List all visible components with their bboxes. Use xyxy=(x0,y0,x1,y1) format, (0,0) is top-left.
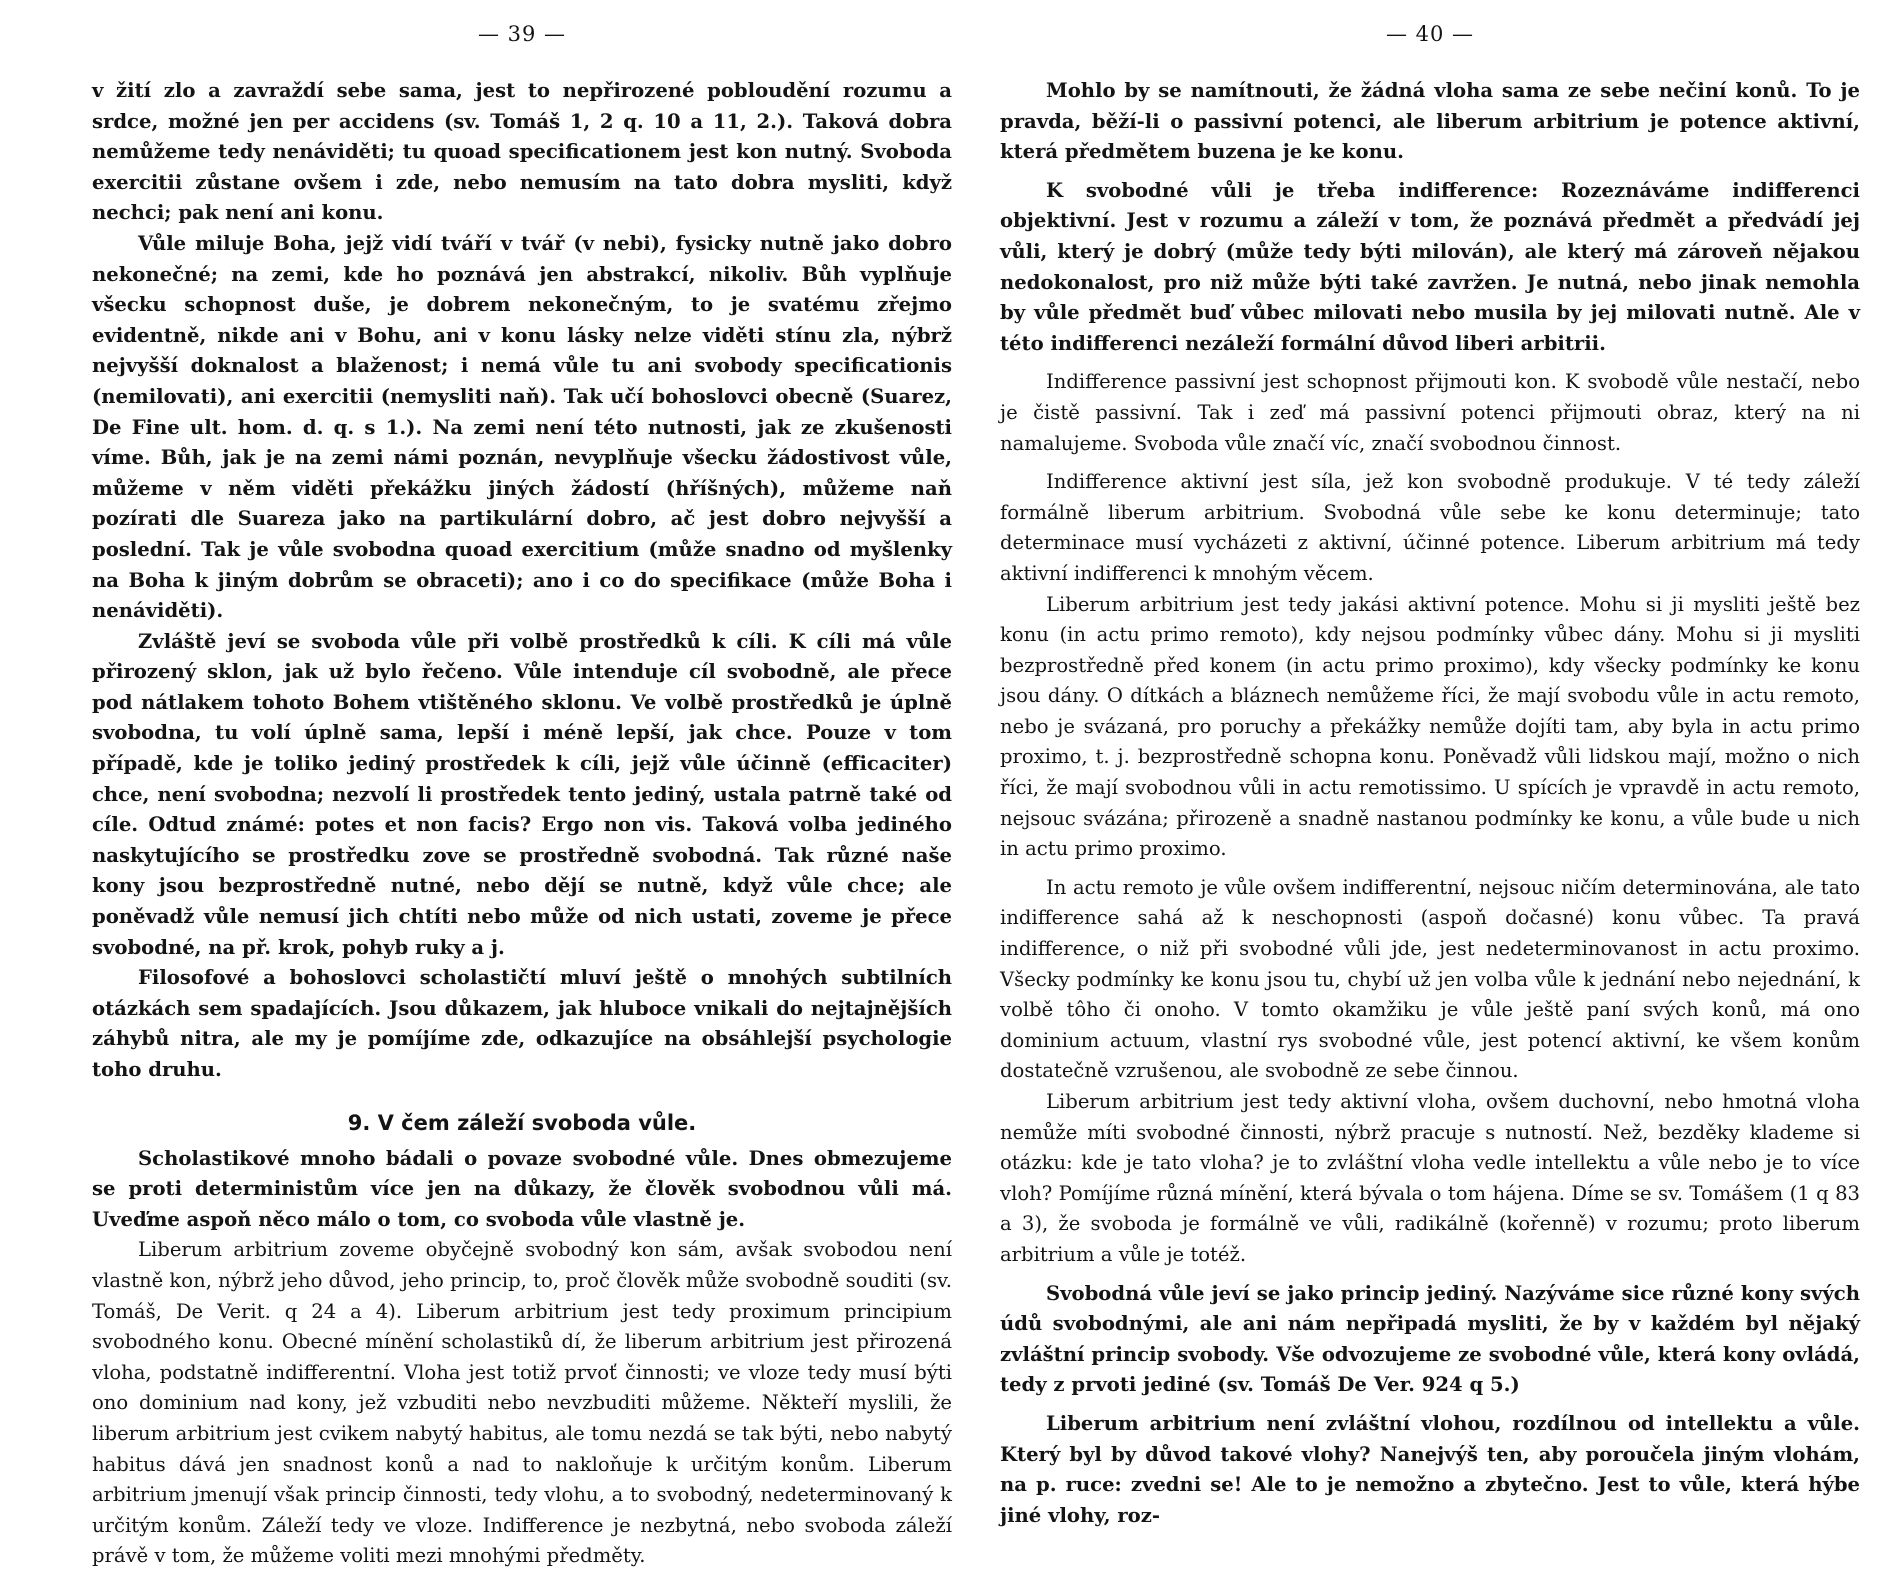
paragraph: Svobodná vůle jeví se jako princip jediný. Nazýváme sice různé kony svých údů svobodnými, ale ani nám nepřipadá mysliti, že by v každém byl nějaký zvláštní princip svobody. Vše odvozujeme ze svobodné vůle, která kony ovládá, tedy z prvoti jediné (sv. Tomáš De Ver. 924 q 5.) xyxy=(1000,1281,1860,1397)
page-40 xyxy=(1000,0,1860,1527)
paragraph: Liberum arbitrium není zvláštní vlohou, rozdílnou od intellektu a vůle. Který byl by důvod takové vlohy? Nanejvýš ten, aby poroučela jiným vlohám, na p. ruce: zvedni se! Ale to je nemožno a zbytečno. Jest to vůle, která hýbe jiné vlohy, roz- xyxy=(1000,1411,1860,1527)
page-number: — 39 — xyxy=(477,22,567,46)
paragraph: Filosofové a bohoslovci scholastičtí mluví ještě o mnohých subtilních otázkách sem spadajících. Jsou důkazem, jak hluboce vnikali do nejtajnějších záhybů nitra, ale my je pomíjíme zde, odkazujíce na obsáhlejší psychologie toho druhu. xyxy=(92,966,952,1081)
paragraph: Liberum arbitrium jest tedy jakási aktivní potence. Mohu si ji mysliti ještě bez konu (in actu primo remoto), kdy nejsou podmínky vůbec dány. Mohu si ji mysliti bezprostředně před konem (in actu primo proximo), kdy všecky podmínky ke konu jsou dány. O dítkách a bláznech nemůžeme říci, že mají svobodu vůle in actu remoto, nebo je svázaná, pro poruchy a překážky nemůže dojíti tam, aby byla in actu primo proximo, t. j. bezprostředně schopna konu. Poněvadž vůli lidskou mají, možno o nich říci, že mají svobodnou vůli in actu remotissimo. U spících je vpravdě in actu remoto, nejsouc svázána; přirozeně a snadně nastanou podmínky ke konu, a vůle bude u nich in actu primo proximo. xyxy=(1000,592,1860,861)
paragraph: v žití zlo a zavraždí sebe sama, jest to nepřirozené pobloudění rozumu a srdce, možné jen per accidens (sv. Tomáš 1, 2 q. 10 a 11, 2.). Taková dobra nemůžeme tedy nenáviděti; tu quoad specificationem jest kon nutný. Svoboda exercitii zůstane ovšem i zde, nebo nemusím na tato dobra mysliti, když nechci; pak není ani konu. xyxy=(92,79,952,225)
paragraph: Mohlo by se namítnouti, že žádná vloha sama ze sebe nečiní konů. To je pravda, běží-li o passivní potenci, ale liberum arbitrium je potence aktivní, která předmětem buzena je ke konu. xyxy=(1000,79,1860,164)
page-body xyxy=(1000,76,1860,1531)
paragraph: Indifference aktivní jest síla, jež kon svobodně produkuje. V té tedy záleží formálně liberum arbitrium. Svobodná vůle sebe ke konu determinuje; tato determinace musí vycházeti z aktivní, účinné potence. Liberum arbitrium má tedy aktivní indifferenci k mnohým věcem. xyxy=(1000,470,1860,585)
page-body xyxy=(92,76,952,1572)
paragraph: Vůle miluje Boha, jejž vidí tváří v tvář (v nebi), fysicky nutně jako dobro nekonečné; na zemi, kde ho poznává jen abstrakcí, nikoliv. Bůh vyplňuje všecku schopnost duše, je dobrem nekonečným, to je svatému zřejmo evidentně, nikde ani v Bohu, ani v konu lásky nelze viděti stínu zla, nýbrž nejvyšší doknalost a blaženost; i nemá vůle tu ani svobody specificationis (nemilovati), ani exercitii (nemysliti naň). Tak učí bohoslovci obecně (Suarez, De Fine ult. hom. d. q. s 1.). Na zemi není této nutnosti, jak ze zkušenosti víme. Bůh, jak je na zemi námi poznán, nevyplňuje všecku žádostivost vůle, můžeme v něm viděti překážku jiných žádostí (hříšných), můžeme naň pozírati dle Suareza jako na partikulární dobro, ač jest dobro nejvyšší a poslední. Tak je vůle svobodna quoad exercitium (může snadno od myšlenky na Boha k jiným dobrům se obraceti); ano i co do specifikace (může Boha i nenáviděti). xyxy=(92,231,952,623)
paragraph: In actu remoto je vůle ovšem indifferentní, nejsouc ničím determinována, ale tato indifference sahá až k neschopnosti (aspoň dočasné) konu vůbec. Ta pravá indifference, o niž při svobodné vůli jde, jest nedeterminovanost in actu proximo. Všecky podmínky ke konu jsou tu, chybí už jen volba vůle k jednání nebo nejednání, k volbě tôho či onoho. V tomto okamžiku je vůle ještě paní svých konů, má ono dominium actuum, vlastní rys svobodné vůle, jest potencí aktivní, ke všem konům dostatečně vzrušenou, ale svobodně ze sebe činnou. xyxy=(1000,875,1860,1083)
section-heading: 9. V čem záleží svoboda vůle. xyxy=(347,1110,697,1135)
paragraph: Zvláště jeví se svoboda vůle při volbě prostředků k cíli. K cíli má vůle přirozený sklon, jak už bylo řečeno. Vůle intenduje cíl svobodně, ale přece pod nátlakem tohoto Bohem vtištěného sklonu. Ve volbě prostředků je úplně svobodna, tu volí úplně sama, lepší i méně lepší, jak chce. Pouze v tom případě, kde je toliko jediný prostředek k cíli, jejž vůle účinně (efficaciter) chce, není svobodna; nezvolí li prostředek tento jediný, ustala patrně také od cíle. Odtud známé: potes et non facis? Ergo non vis. Taková volba jediného naskytujícího se prostředku zove se prostředně svobodná. Tak různé naše kony jsou bezprostředně nutné, nebo dějí se nutně, když vůle chce; ale poněvadž vůle nemusí jich chtíti nebo může od nich ustati, zoveme je přece svobodné, na př. krok, pohyb ruky a j. xyxy=(92,629,952,959)
paragraph: Liberum arbitrium zoveme obyčejně svobodný kon sám, avšak svobodou není vlastně kon, nýbrž jeho důvod, jeho princip, to, proč člověk může svobodně souditi (sv. Tomáš, De Verit. q 24 a 4). Liberum arbitrium jest tedy proximum principium svobodného konu. Obecné mínění scholastiků dí, že liberum arbitrium jest přirozená vloha, podstatně indifferentní. Vloha jest totiž prvoť činnosti; ve vloze tedy musí býti ono dominium nad kony, jež vzbuditi nebo nevzbuditi můžeme. Někteří myslili, že liberum arbitrium jest cvikem nabytý habitus, ale tomu nezdá se tak býti, nebo nabytý habitus dává jen snadnost konů a nad to nakloňuje k určitým konům. Liberum arbitrium jmenují však princip činnosti, tedy vlohu, a to svobodný, nedeterminovaný k určitým konům. Záleží tedy ve vloze. Indifference je nezbytná, nebo svoboda záleží právě v tom, že můžeme voliti mezi mnohými předměty. xyxy=(92,1238,952,1568)
paragraph: Liberum arbitrium jest tedy aktivní vloha, ovšem duchovní, nebo hmotná vloha nemůže míti svobodné činnosti, nýbrž pracuje s nutností. Než, bezděky klademe si otázku: kde je tato vloha? je to zvláštní vloha vedle intellektu a vůle nebo je to více vloh? Pomíjíme různá mínění, která bývala o tom hájena. Díme se sv. Tomášem (1 q 83 a 3), že svoboda je formálně ve vůli, radikálně (kořenně) v rozumu; proto liberum arbitrium a vůle je totéž. xyxy=(1000,1090,1860,1266)
paragraph: Scholastikové mnoho bádali o povaze svobodné vůle. Dnes obmezujeme se proti deterministům více jen na důkazy, že člověk svobodnou vůli má. Uveďme aspoň něco málo o tom, co svoboda vůle vlastně je. xyxy=(92,1146,952,1231)
page-number: — 40 — xyxy=(1385,22,1475,46)
page-39 xyxy=(92,0,952,1568)
paragraph: Indifference passivní jest schopnost přijmouti kon. K svobodě vůle nestačí, nebo je čistě passivní. Tak i zeď má passivní potenci přijmouti obraz, který na ni namalujeme. Svoboda vůle značí víc, značí svobodnou činnost. xyxy=(1000,370,1860,455)
paragraph: K svobodné vůli je třeba indifference: Rozeznáváme indifferenci objektivní. Jest v rozumu a záleží v tom, že poznává předmět a předvádí jej vůli, který je dobrý (může tedy býti milován), ale který má zároveň nějakou nedokonalost, pro niž může býti také zavržen. Je nutná, nebo jinak nemohla by vůle předmět buď vůbec milovati nebo musila by jej milovati nutně. Ale v této indifferenci nezáleží formální důvod liberi arbitrii. xyxy=(1000,178,1860,355)
